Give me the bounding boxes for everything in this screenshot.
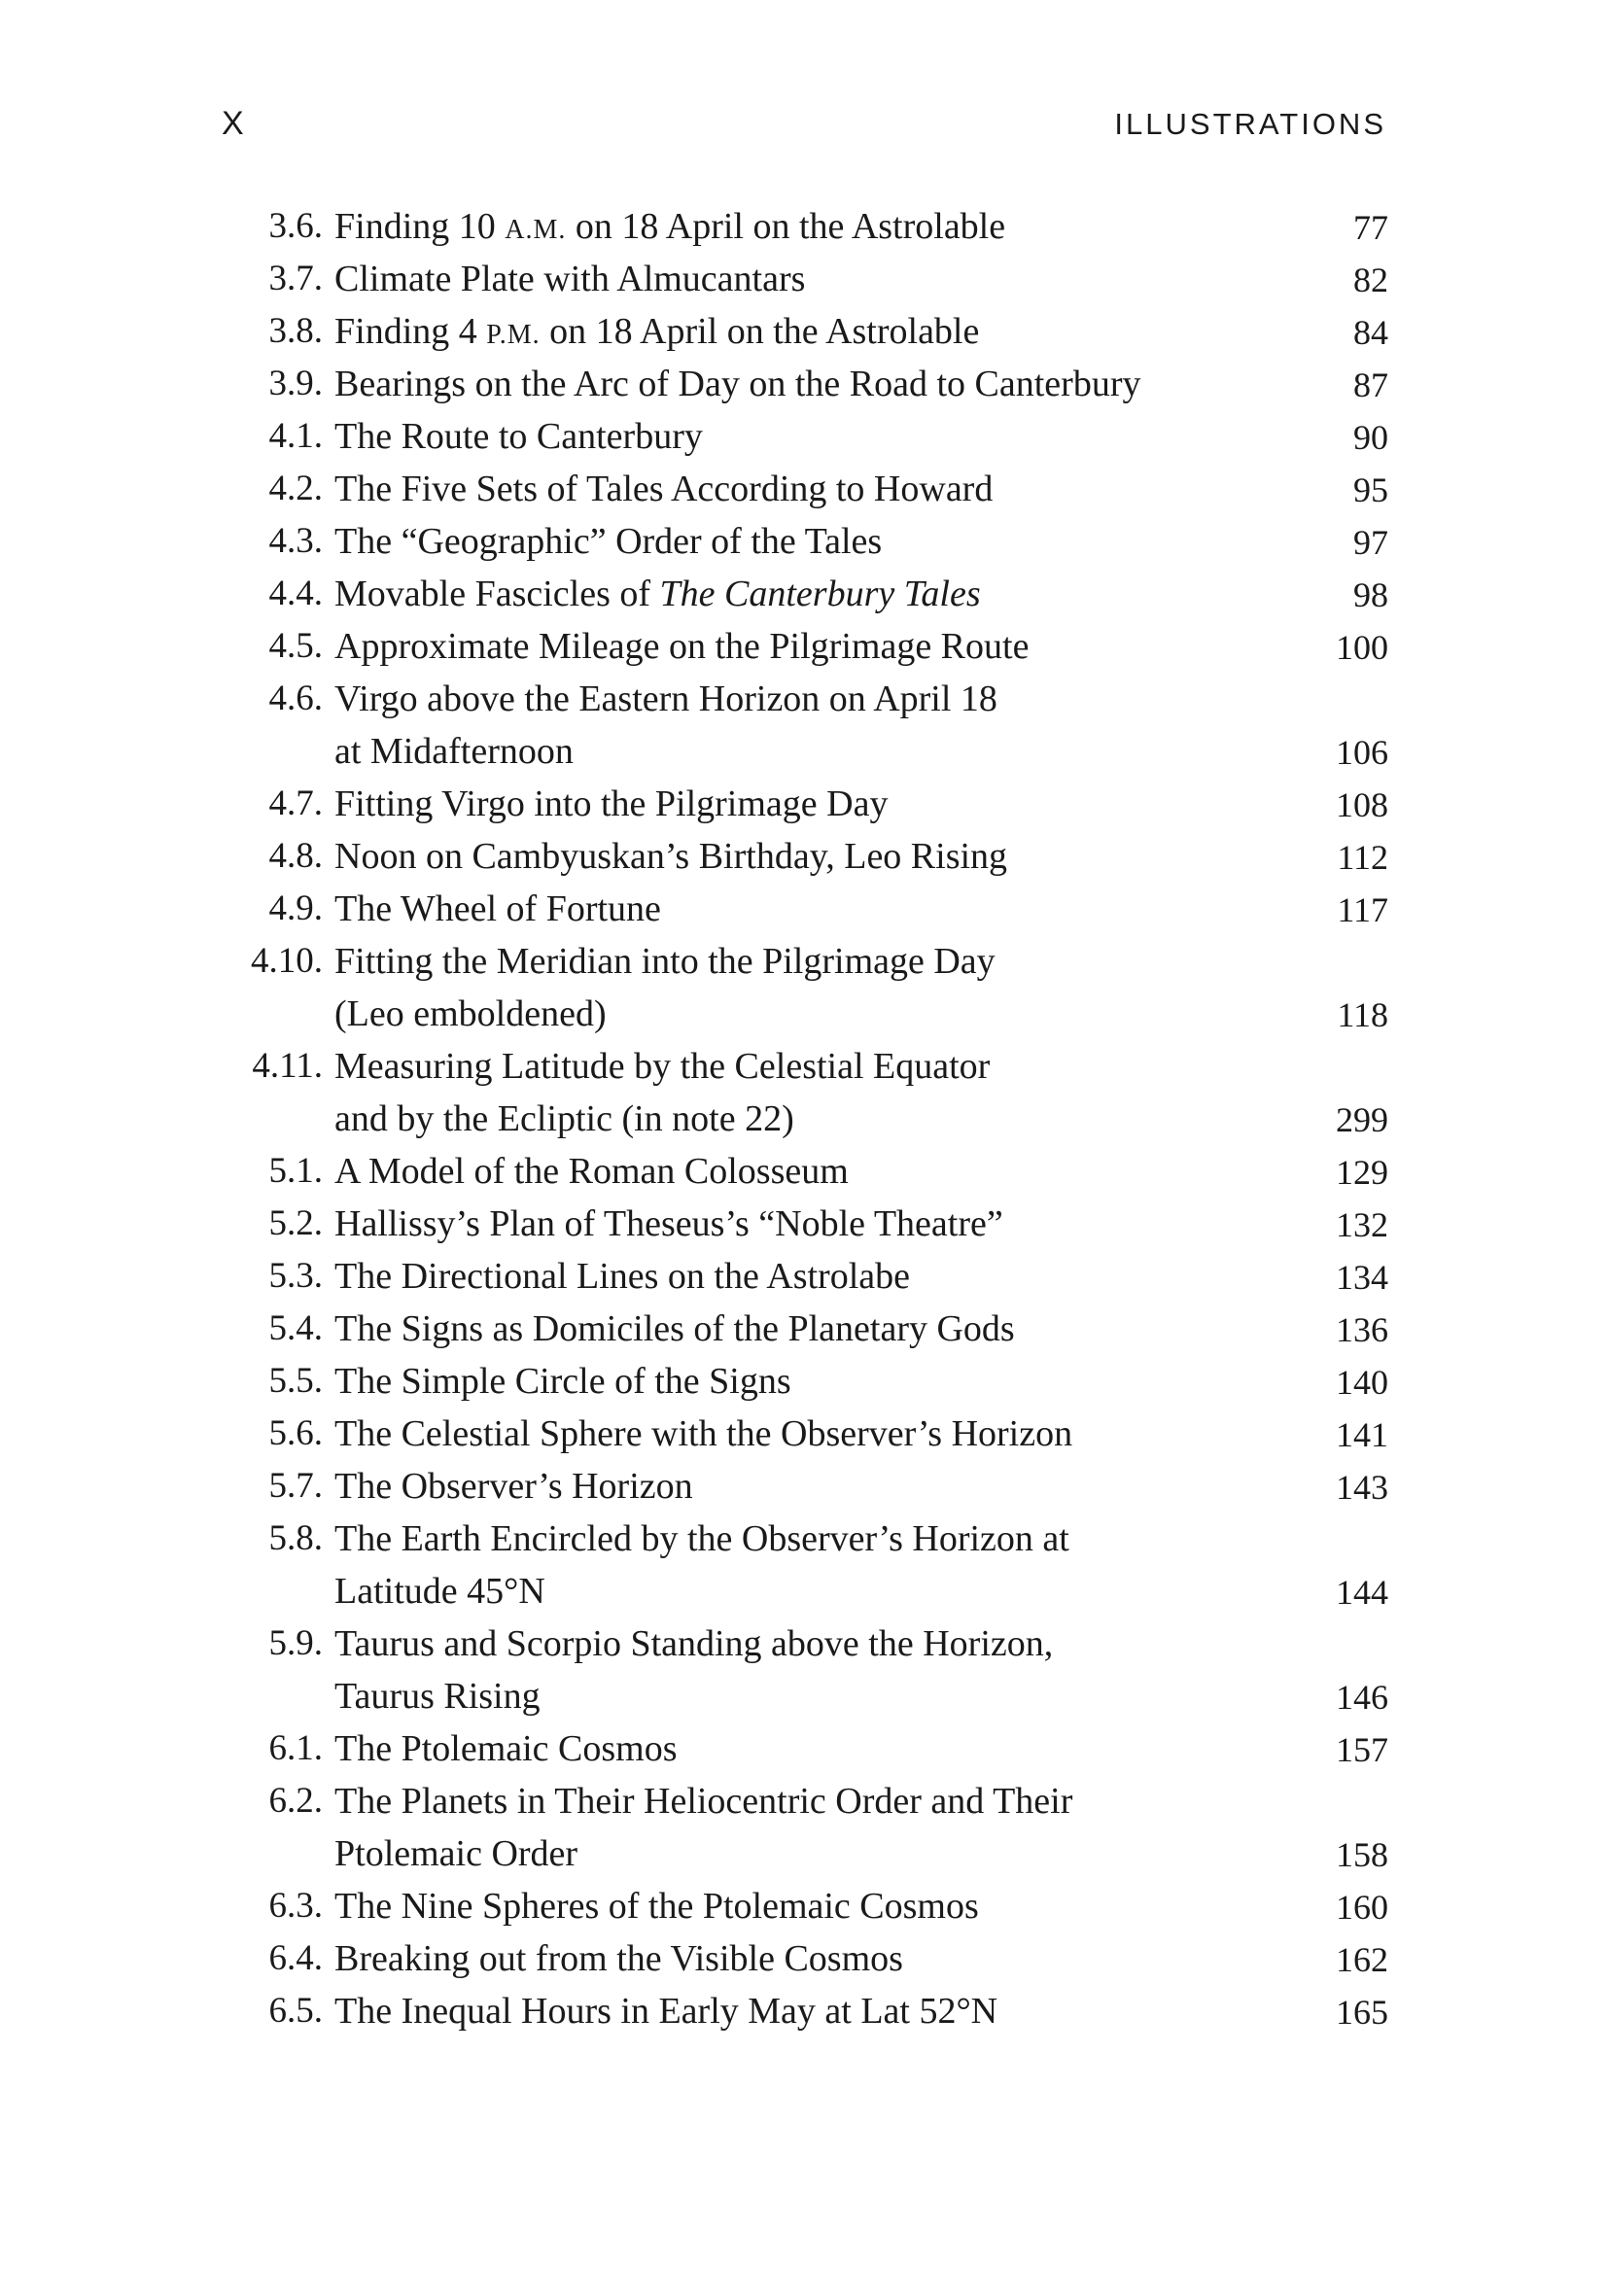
entry-number: 4.11. [252, 1046, 323, 1086]
entry-line [0, 1144, 1608, 1197]
entry-line [0, 1092, 1608, 1144]
entry-line [0, 619, 1608, 672]
entry-page-number: 136 [1336, 1310, 1388, 1349]
list-item [0, 882, 1608, 934]
entry-title: The “Geographic” Order of the Tales [334, 521, 883, 562]
entry-title: The Directional Lines on the Astrolabe [334, 1256, 910, 1297]
entry-number: 3.8. [268, 311, 323, 351]
entry-title: A Model of the Roman Colosseum [334, 1151, 849, 1192]
entry-page-number: 299 [1336, 1100, 1388, 1139]
entry-page-number: 108 [1336, 785, 1388, 824]
entry-title: Approximate Mileage on the Pilgrimage Route [334, 626, 1030, 667]
entry-number: 4.3. [268, 521, 323, 561]
entry-page-number: 146 [1336, 1678, 1388, 1717]
entry-line [0, 934, 1608, 987]
entry-title: Finding 4 P.M. on 18 April on the Astrolable [334, 311, 980, 352]
entry-line [0, 1302, 1608, 1354]
entry-page-number: 160 [1336, 1888, 1388, 1927]
entry-line [0, 724, 1608, 777]
entry-line [0, 987, 1608, 1039]
entry-title: Taurus and Scorpio Standing above the Horizon, [334, 1623, 1054, 1664]
entry-line [0, 1617, 1608, 1669]
entry-line [0, 409, 1608, 462]
list-item [0, 1197, 1608, 1249]
entry-title: The Wheel of Fortune [334, 888, 661, 929]
entry-page-number: 84 [1353, 313, 1388, 352]
entry-page-number: 132 [1336, 1205, 1388, 1244]
entry-title: Noon on Cambyuskan’s Birthday, Leo Rising [334, 836, 1008, 877]
list-item [0, 829, 1608, 882]
entry-page-number: 117 [1337, 890, 1388, 929]
entry-line [0, 1564, 1608, 1617]
entry-title: The Ptolemaic Cosmos [334, 1728, 678, 1769]
running-head [222, 105, 1386, 148]
entry-page-number: 87 [1353, 365, 1388, 404]
entry-title: The Earth Encircled by the Observer’s Horizon at [334, 1518, 1069, 1559]
entry-number: 4.1. [268, 416, 323, 456]
entry-title: The Route to Canterbury [334, 416, 703, 457]
entry-number: 3.7. [268, 259, 323, 298]
entry-title: The Five Sets of Tales According to Howard [334, 469, 994, 509]
entry-title: The Observer’s Horizon [334, 1466, 693, 1507]
entry-number: 4.7. [268, 783, 323, 823]
entry-title: The Signs as Domiciles of the Planetary Gods [334, 1308, 1015, 1349]
entry-number: 5.8. [268, 1518, 323, 1558]
entry-line [0, 1197, 1608, 1249]
entry-line [0, 882, 1608, 934]
entry-number: 3.9. [268, 364, 323, 403]
entry-title: Hallissy’s Plan of Theseus’s “Noble Theatre” [334, 1203, 1003, 1244]
entry-number: 5.7. [268, 1466, 323, 1506]
entry-title: The Simple Circle of the Signs [334, 1361, 791, 1402]
list-item [0, 357, 1608, 409]
entry-number: 5.3. [268, 1256, 323, 1296]
list-item [0, 672, 1608, 777]
entry-line [0, 1407, 1608, 1459]
entry-line [0, 357, 1608, 409]
entry-number: 5.5. [268, 1361, 323, 1401]
list-item [0, 1144, 1608, 1197]
entry-title: Breaking out from the Visible Cosmos [334, 1938, 903, 1979]
entry-line [0, 304, 1608, 357]
entry-number: 4.2. [268, 469, 323, 508]
entry-number: 4.8. [268, 836, 323, 876]
entry-line [0, 567, 1608, 619]
entry-title: Fitting the Meridian into the Pilgrimage Day [334, 941, 996, 982]
entry-title: The Celestial Sphere with the Observer’s Horizon [334, 1413, 1073, 1454]
entry-line [0, 1669, 1608, 1722]
list-item [0, 252, 1608, 304]
list-item [0, 567, 1608, 619]
list-item [0, 199, 1608, 252]
entry-page-number: 162 [1336, 1940, 1388, 1979]
entry-title: at Midafternoon [334, 731, 574, 772]
entry-number: 5.2. [268, 1203, 323, 1243]
entry-page-number: 90 [1353, 418, 1388, 457]
entry-number: 4.9. [268, 888, 323, 928]
entry-number: 4.4. [268, 574, 323, 613]
entry-title: Movable Fascicles of The Canterbury Tales [334, 574, 981, 614]
list-item [0, 1774, 1608, 1879]
entry-line [0, 1512, 1608, 1564]
list-item [0, 1617, 1608, 1722]
entry-number: 3.6. [268, 206, 323, 246]
entry-line [0, 1249, 1608, 1302]
entry-line [0, 829, 1608, 882]
entry-line [0, 1879, 1608, 1931]
entry-line [0, 1039, 1608, 1092]
entry-number: 6.3. [268, 1886, 323, 1926]
list-item [0, 1459, 1608, 1512]
list-item [0, 514, 1608, 567]
entry-page-number: 82 [1353, 261, 1388, 299]
list-item [0, 409, 1608, 462]
entry-title: and by the Ecliptic (in note 22) [334, 1098, 794, 1139]
entry-title: Virgo above the Eastern Horizon on April 18 [334, 678, 997, 719]
entry-page-number: 95 [1353, 470, 1388, 509]
entry-line [0, 1826, 1608, 1879]
entry-number: 6.1. [268, 1728, 323, 1768]
list-item [0, 1879, 1608, 1931]
page-number: X [222, 105, 245, 142]
list-item [0, 1722, 1608, 1774]
entry-page-number: 140 [1336, 1363, 1388, 1402]
illustrations-list [0, 199, 1608, 2036]
entry-line [0, 199, 1608, 252]
entry-line [0, 462, 1608, 514]
entry-line [0, 514, 1608, 567]
entry-line [0, 252, 1608, 304]
entry-number: 5.4. [268, 1308, 323, 1348]
entry-page-number: 157 [1336, 1730, 1388, 1769]
entry-page-number: 98 [1353, 575, 1388, 614]
entry-page-number: 112 [1337, 838, 1388, 877]
entry-number: 5.9. [268, 1623, 323, 1663]
entry-line [0, 1984, 1608, 2036]
list-item [0, 1354, 1608, 1407]
entry-title: Finding 10 A.M. on 18 April on the Astrolable [334, 206, 1006, 247]
entry-line [0, 1459, 1608, 1512]
running-title: ILLUSTRATIONS [1114, 107, 1386, 141]
entry-number: 5.6. [268, 1413, 323, 1453]
entry-title: Taurus Rising [334, 1676, 541, 1717]
entry-line [0, 777, 1608, 829]
entry-number: 4.6. [268, 678, 323, 718]
list-item [0, 1039, 1608, 1144]
entry-page-number: 77 [1353, 208, 1388, 247]
entry-title: Bearings on the Arc of Day on the Road to Canterbury [334, 364, 1141, 404]
entry-page-number: 100 [1336, 628, 1388, 667]
entry-title: Measuring Latitude by the Celestial Equator [334, 1046, 991, 1087]
entry-title: The Inequal Hours in Early May at Lat 52°N [334, 1991, 998, 2032]
entry-page-number: 97 [1353, 523, 1388, 562]
entry-line [0, 1722, 1608, 1774]
entry-number: 4.10. [251, 941, 323, 981]
entry-line [0, 1931, 1608, 1984]
list-item [0, 619, 1608, 672]
list-item [0, 1984, 1608, 2036]
entry-line [0, 1354, 1608, 1407]
list-item [0, 1249, 1608, 1302]
entry-title: Ptolemaic Order [334, 1833, 578, 1874]
entry-title: Latitude 45°N [334, 1571, 545, 1612]
list-item [0, 777, 1608, 829]
entry-title: Fitting Virgo into the Pilgrimage Day [334, 783, 889, 824]
list-item [0, 462, 1608, 514]
entry-number: 5.1. [268, 1151, 323, 1191]
entry-page-number: 158 [1336, 1835, 1388, 1874]
list-item [0, 304, 1608, 357]
entry-line [0, 1774, 1608, 1826]
list-item [0, 934, 1608, 1039]
entry-page-number: 143 [1336, 1468, 1388, 1507]
entry-page-number: 144 [1336, 1573, 1388, 1612]
entry-number: 4.5. [268, 626, 323, 666]
entry-number: 6.2. [268, 1781, 323, 1821]
entry-page-number: 134 [1336, 1258, 1388, 1297]
entry-title: The Planets in Their Heliocentric Order and Their [334, 1781, 1073, 1822]
entry-line [0, 672, 1608, 724]
entry-page-number: 118 [1337, 995, 1388, 1034]
entry-page-number: 165 [1336, 1993, 1388, 2032]
list-item [0, 1407, 1608, 1459]
entry-title: Climate Plate with Almucantars [334, 259, 806, 299]
entry-title: The Nine Spheres of the Ptolemaic Cosmos [334, 1886, 979, 1927]
list-item [0, 1512, 1608, 1617]
list-item [0, 1931, 1608, 1984]
entry-page-number: 106 [1336, 733, 1388, 772]
entry-number: 6.5. [268, 1991, 323, 2031]
entry-page-number: 141 [1336, 1415, 1388, 1454]
entry-title: (Leo emboldened) [334, 993, 607, 1034]
entry-number: 6.4. [268, 1938, 323, 1978]
list-item [0, 1302, 1608, 1354]
entry-page-number: 129 [1336, 1153, 1388, 1192]
